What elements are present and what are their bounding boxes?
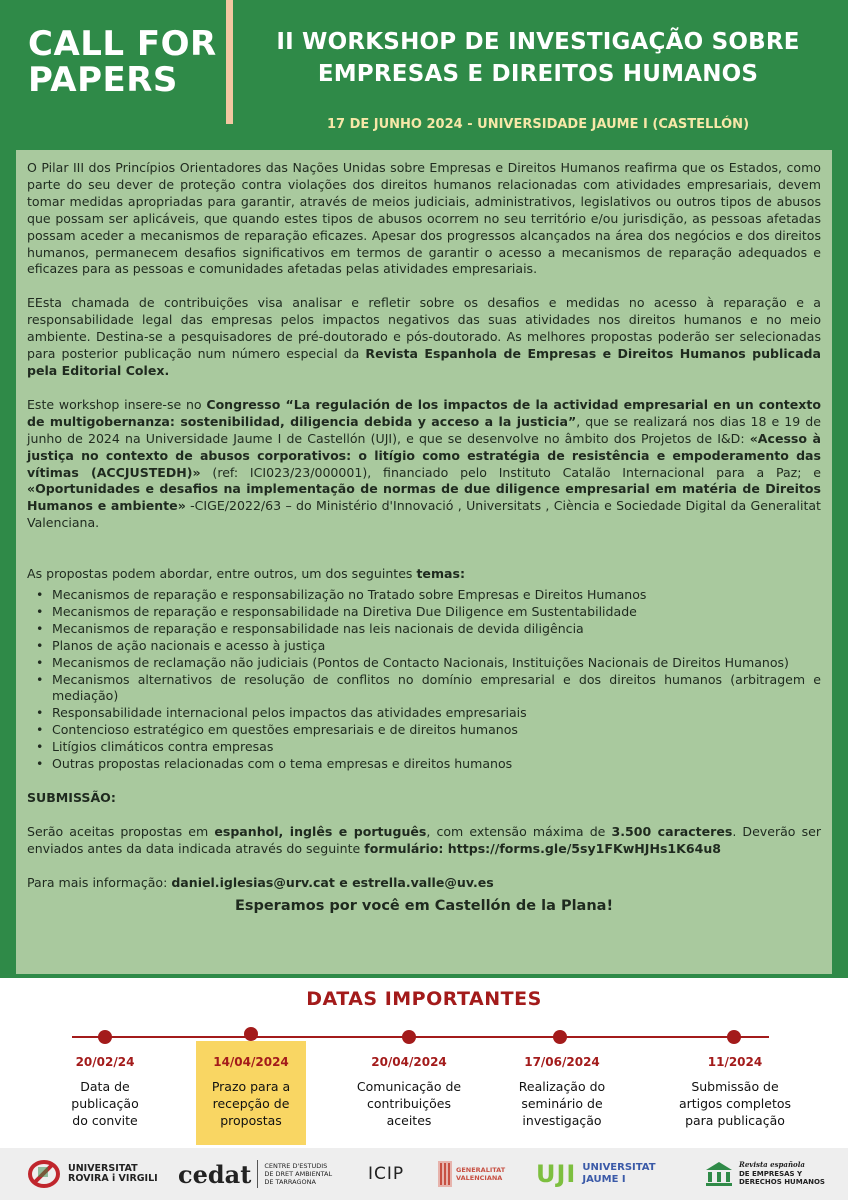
workshop-title-line-2: EMPRESAS E DIREITOS HUMANOS [317, 61, 759, 87]
workshop-title [248, 26, 828, 90]
timeline-dot [402, 1030, 416, 1044]
urv-logo: UNIVERSITAT ROVIRA i VIRGILI [28, 1158, 158, 1190]
context-paragraph: Este workshop insere-se no Congresso “La regulación de los impactos de la actividad empresarial en un contexto de multigobernanza: sostenibilidad, diligencia debida y acceso a la justicia”, que se realizará nos dias 18 e 19 de junho de 2024 na Universidade Jaume I de Castellón (UJI), e que se desenvolve no âmbito dos Projetos de I&D: «Acesso à justiça no contexto de abusos corporativos: o litígio como estratégia de resistência e empoderamento das vítimas (ACCJUSTEDH)» (ref: ICI023/23/000001), financiado pelo Instituto Catalão Internacional para a Paz; e «Oportunidades e desafios na implementação de normas de due diligence empresarial em matéria de Direitos Humanos e ambiente» -CIGE/2022/63 – do Ministério d'Innovació , Universitats , Ciència e Sociedade Digital da Generalitat Valenciana. [27, 396, 822, 531]
generalitat-logo: GENERALITAT VALENCIANA [438, 1158, 505, 1190]
date-item [186, 1055, 316, 1129]
date-item [497, 1055, 627, 1129]
journal-name: Revista Espanhola de Empresas e Direitos Humanos publicada pela Editorial Colex. [27, 346, 821, 378]
call-paragraph: EEsta chamada de contribuições visa analisar e refletir sobre os desafios e medidas no acesso à reparação e a responsabilidade legal das empresas pelos impactos negativos das suas atividades nos direitos humanos e no meio ambiente. Destina-se a pesquisadores de pré-doutorado e pós-doutorado. As melhores propostas poderão ser selecionadas para posterior publicação num número especial da Revista Espanhola de Empresas e Direitos Humanos publicada pela Editorial Colex. [27, 295, 821, 378]
call-for-papers-heading [28, 26, 217, 98]
cedat-logo: cedat CENTRE D'ESTUDIS DE DRET AMBIENTAL DE TARRAGONA [178, 1159, 333, 1189]
date-item [344, 1055, 474, 1129]
themes-list [27, 587, 821, 773]
list-item: • Mecanismos de reparação e responsabilização no Tratado sobre Empresas e Direitos Humanos [27, 587, 821, 604]
list-item: • Contencioso estratégico em questões empresariais e de direitos humanos [27, 722, 821, 739]
list-item: • Outras propostas relacionadas com o tema empresas e direitos humanos [27, 756, 821, 773]
date-item [669, 1055, 801, 1129]
timeline-line [72, 1036, 769, 1038]
list-item: • Mecanismos de reparação e responsabilidade nas leis nacionais de devida diligência [27, 621, 821, 638]
form-link[interactable]: formulário: https://forms.gle/5sy1FKwHJHs1K64u8 [364, 840, 721, 856]
date-label: Submissão de artigos completos para publicação [678, 1079, 792, 1128]
intro-paragraph: O Pilar III dos Princípios Orientadores das Nações Unidas sobre Empresas e Direitos Humanos reafirma que os Estados, como parte do seu dever de proteção contra violações dos direitos humanos relacionadas com atividades empresariais, devem tomar medidas apropriadas para garantir, através de meios judiciais, administrativos, legislativos ou outros tipos de abusos que possam ser aplicáveis, que quando estes tipos de abusos ocorrem no seu território e/ou jurisdição, as pessoas afetadas possam aceder a mecanismos de reparação eficazes. Apesar dos progressos alcançados na área dos negócios e dos direitos humanos, permanecem desafios significativos em termos de garantir o acesso a mecanismos de reparação adequados e eficazes para as pessoas e comunidades afetadas pelas atividades empresariais. [27, 160, 821, 277]
list-item: • Litígios climáticos contra empresas [27, 739, 821, 756]
themes-intro: As propostas podem abordar, entre outros, um dos seguintes temas: [27, 566, 465, 582]
date-label: Data de publicação do convite [71, 1079, 139, 1128]
content-panel [16, 150, 832, 974]
workshop-date-venue: 17 DE JUNHO 2024 - UNIVERSIDADE JAUME I (CASTELLÓN) [326, 117, 750, 132]
closing-line: Esperamos por você em Castellón de la Plana! [234, 897, 614, 914]
contact-emails[interactable]: daniel.iglesias@urv.cat e estrella.valle@uv.es [171, 874, 494, 890]
project-accjustedh: «Acesso à justiça no contexto de abusos corporativos: o litígio como estratégia de resistência e empoderamento das vítimas (ACCJUSTEDH)» [27, 430, 821, 480]
urv-emblem-icon [28, 1159, 62, 1189]
list-item: • Responsabilidade internacional pelos impactos das atividades empresariais [27, 705, 821, 722]
call-line-1: CALL FOR [28, 24, 217, 64]
date-value: 11/2024 [707, 1055, 763, 1069]
icip-logo: ICIP [368, 1164, 405, 1184]
congress-name: Congresso “La regulación de los impactos de la actividad empresarial en un contexto de multigobernanza: sostenibilidad, diligencia debida y acceso a la justicia” [27, 396, 821, 429]
timeline-dot [727, 1030, 741, 1044]
generalitat-shield-icon [438, 1161, 452, 1187]
submission-heading: SUBMISSÃO: [27, 790, 116, 805]
uji-logo: UJI UNIVERSITAT JAUME I [536, 1160, 656, 1188]
date-label: Comunicação de contribuições aceites [356, 1079, 462, 1128]
date-item [40, 1055, 170, 1129]
date-value: 14/04/2024 [213, 1055, 289, 1069]
date-label: Prazo para a recepção de propostas [211, 1079, 291, 1128]
call-line-2: PAPERS [28, 60, 178, 100]
revista-emblem-icon [704, 1160, 734, 1188]
project-due-diligence: «Oportunidades e desafios na implementação de normas de due diligence empresarial em matéria de Direitos Humanos e ambiente» [27, 481, 821, 514]
revista-logo: Revista española DE EMPRESAS Y DERECHOS HUMANOS [704, 1158, 825, 1190]
timeline-dot [553, 1030, 567, 1044]
header-divider [226, 0, 233, 124]
workshop-title-line-1: II WORKSHOP DE INVESTIGAÇÃO SOBRE [276, 29, 800, 55]
contact-paragraph: Para mais informação: daniel.iglesias@urv.cat e estrella.valle@uv.es [27, 874, 494, 890]
date-value: 20/02/24 [75, 1055, 135, 1069]
timeline-dot [244, 1027, 258, 1041]
list-item: • Mecanismos de reclamação não judiciais (Pontos de Contacto Nacionais, Instituições Nacionais de Direitos Humanos) [27, 655, 821, 672]
list-item: • Mecanismos alternativos de resolução de conflitos no domínio empresarial e dos direitos humanos (arbitragem e mediação) [27, 672, 821, 706]
dates-title: DATAS IMPORTANTES [306, 988, 542, 1010]
list-item: • Planos de ação nacionais e acesso à justiça [27, 638, 821, 655]
date-label: Realização do seminário de investigação [518, 1079, 606, 1128]
date-value: 20/04/2024 [371, 1055, 447, 1069]
timeline-dot [98, 1030, 112, 1044]
submission-paragraph: Serão aceitas propostas em espanhol, inglês e português, com extensão máxima de 3.500 caracteres. Deverão ser enviados antes da data indicada através do seguinte formulário: https://forms.gle/5sy1FKwHJHs1K64u8 [27, 823, 821, 856]
date-value: 17/06/2024 [524, 1055, 600, 1069]
list-item: • Mecanismos de reparação e responsabilidade na Diretiva Due Diligence em Sustentabilidade [27, 604, 821, 621]
